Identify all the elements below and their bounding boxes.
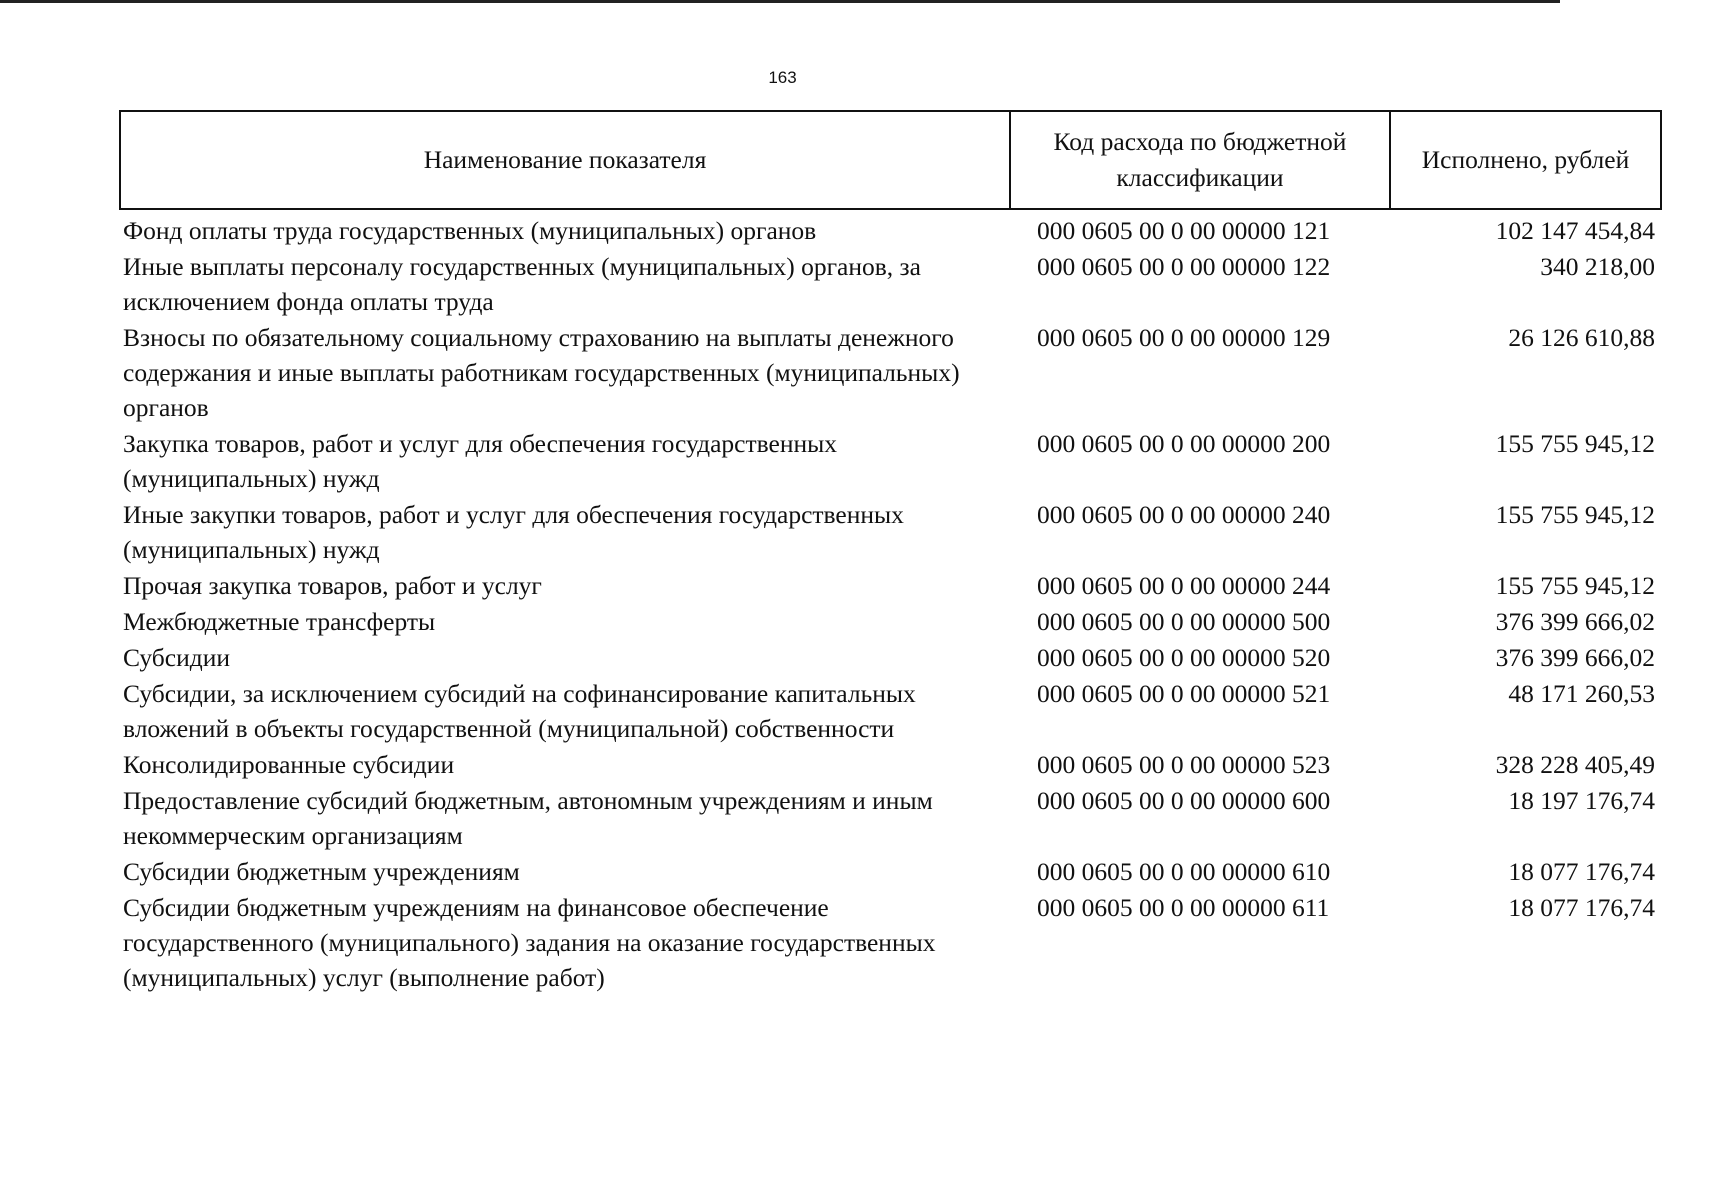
table-row [120, 890, 1661, 996]
table-header [120, 111, 1661, 209]
row-amount: 18 197 176,74 [1508, 786, 1655, 815]
row-code: 000 0605 00 0 00 00000 122 [1037, 252, 1331, 281]
table-row [120, 783, 1661, 854]
row-code: 000 0605 00 0 00 00000 523 [1037, 750, 1331, 779]
table-row [120, 426, 1661, 497]
row-amount: 26 126 610,88 [1508, 323, 1655, 352]
table-row [120, 320, 1661, 426]
row-name: Закупка товаров, работ и услуг для обеспечения государственных (муниципальных) нужд [123, 429, 838, 493]
row-code: 000 0605 00 0 00 00000 520 [1037, 643, 1331, 672]
row-code: 000 0605 00 0 00 00000 500 [1037, 607, 1331, 636]
row-code: 000 0605 00 0 00 00000 129 [1037, 323, 1331, 352]
table-row [120, 497, 1661, 568]
row-code: 000 0605 00 0 00 00000 611 [1037, 893, 1330, 922]
row-name: Иные выплаты персоналу государственных (муниципальных) органов, за исключением фонда оплаты труда [123, 252, 921, 316]
row-amount: 18 077 176,74 [1508, 893, 1655, 922]
row-name: Иные закупки товаров, работ и услуг для обеспечения государственных (муниципальных) нужд [123, 500, 904, 564]
row-code: 000 0605 00 0 00 00000 521 [1037, 679, 1331, 708]
table-row [120, 854, 1661, 890]
page-number [0, 68, 1709, 88]
page-top-border [0, 0, 1560, 3]
row-name: Взносы по обязательному социальному страхованию на выплаты денежного содержания и иные выплаты работникам государственных (муниципальных) органов [123, 323, 960, 422]
row-amount: 376 399 666,02 [1495, 607, 1655, 636]
row-amount: 18 077 176,74 [1508, 857, 1655, 886]
row-amount: 155 755 945,12 [1495, 500, 1655, 529]
table-row [120, 676, 1661, 747]
table-row [120, 209, 1661, 249]
table-row [120, 640, 1661, 676]
table-row [120, 604, 1661, 640]
table-row [120, 568, 1661, 604]
header-name: Наименование показателя [120, 111, 1010, 209]
row-amount: 155 755 945,12 [1495, 571, 1655, 600]
row-name: Фонд оплаты труда государственных (муниципальных) органов [123, 216, 817, 245]
table-header-row [120, 111, 1661, 209]
row-name: Субсидии бюджетным учреждениям [123, 857, 520, 886]
header-code: Код расхода по бюджетной классификации [1010, 111, 1390, 209]
header-amount: Исполнено, рублей [1390, 111, 1661, 209]
row-amount: 48 171 260,53 [1508, 679, 1655, 708]
row-name: Консолидированные субсидии [123, 750, 455, 779]
row-name: Субсидии [123, 643, 230, 672]
row-amount: 155 755 945,12 [1495, 429, 1655, 458]
row-amount: 102 147 454,84 [1495, 216, 1655, 245]
budget-execution-table [119, 110, 1662, 996]
table-row [120, 249, 1661, 320]
row-amount: 340 218,00 [1540, 252, 1655, 281]
row-code: 000 0605 00 0 00 00000 600 [1037, 786, 1331, 815]
row-amount: 328 228 405,49 [1495, 750, 1655, 779]
row-code: 000 0605 00 0 00 00000 121 [1037, 216, 1331, 245]
page-number-text: 163 [768, 68, 797, 87]
row-name: Субсидии бюджетным учреждениям на финансовое обеспечение государственного (муниципального) задания на оказание государственных (муниципальных) услуг (выполнение работ) [123, 893, 936, 992]
row-name: Межбюджетные трансферты [123, 607, 436, 636]
table-body [120, 209, 1661, 996]
row-amount: 376 399 666,02 [1495, 643, 1655, 672]
table-row [120, 747, 1661, 783]
row-name: Прочая закупка товаров, работ и услуг [123, 571, 542, 600]
row-name: Субсидии, за исключением субсидий на софинансирование капитальных вложений в объекты государственной (муниципальной) собственности [123, 679, 916, 743]
row-code: 000 0605 00 0 00 00000 610 [1037, 857, 1331, 886]
row-code: 000 0605 00 0 00 00000 240 [1037, 500, 1331, 529]
row-name: Предоставление субсидий бюджетным, автономным учреждениям и иным некоммерческим организациям [123, 786, 933, 850]
row-code: 000 0605 00 0 00 00000 244 [1037, 571, 1331, 600]
row-code: 000 0605 00 0 00 00000 200 [1037, 429, 1331, 458]
